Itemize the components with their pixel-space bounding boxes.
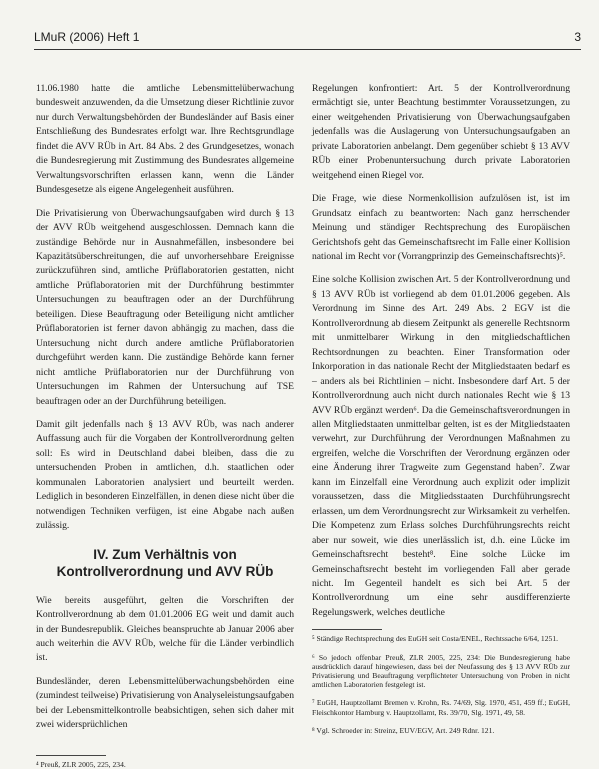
paragraph: 11.06.1980 hatte die amtliche Lebensmittelüberwachung bundesweit anzuwenden, da die Umsetzung dieser Richtlinie zuvor nur durch Verwaltungsbehörden der Bundesländer auf Basis einer Entschließung des Bundesrates erfolgt war. Ihre Rechtsgrundlage findet die AVV RÜb in Art. 84 Abs. 2 des Grundgesetzes, wonach die Bundesregierung mit Zustimmung des Bundesrates allgemeine Verwaltungsvorschriften erlassen kann, wenn die Länder Bundesgesetze als eigene Angelegenheit ausführen. bbox=[36, 83, 294, 196]
paragraph: Bundesländer, deren Lebensmittelüberwachungsbehörden eine (zumindest teilweise) Privatisierung von Analyseleistungsaufgaben bei der Lebensmittelkontrolle beabsichtigen, sehen sich daher mit zwei widersprüchlichen bbox=[36, 675, 294, 731]
footnote: ⁸ Vgl. Schroeder in: Streinz, EUV/EGV, Art. 249 Rdnr. 121. bbox=[312, 725, 495, 735]
right-column bbox=[312, 82, 570, 744]
footnote: ⁵ Ständige Rechtsprechung des EuGH seit Costa/ENEL, Rechtssache 6/64, 1251. bbox=[312, 634, 559, 644]
footnote: ⁴ Preuß, ZLR 2005, 225, 234. bbox=[36, 760, 126, 769]
paragraph: Wie bereits ausgeführt, gelten die Vorschriften der Kontrollverordnung ab dem 01.01.2006 EG weit und damit auch in der Bundesrepublik. Gleiches beanspruchte ab Januar 2006 aber auch weiterhin die AVV RÜb, welche für die Länder verbindlich ist. bbox=[36, 594, 294, 664]
paragraph: Eine solche Kollision zwischen Art. 5 der Kontrollverordnung und § 13 AVV RÜb ist vorliegend ab dem 01.01.2006 gegeben. Als Verordnung im Sinne des Art. 249 Abs. 2 EGV ist die Kontrollverordnung ab diesem Zeitpunkt als generelle Rechtsnorm mit unmittelbarer Wirkung in den mitgliedschaftlichen Rechtsordnungen zu beachten. Einer Transformation oder Inkorporation in das nationale Recht der Mitgliedstaaten bedarf es – anders als bei Richtlinien – nicht. Insbesondere darf Art. 5 der Kontrollverordnung auch nicht durch nationales Recht wie § 13 AVV RÜb ergänzt werden⁶. Da die Gemeinschaftsverordnungen in allen Mitgliedstaaten unmittelbar gelten, ist es der Mitgliedstaaten verwehrt, zur Durchführung der Verordnungen Maßnahmen zu ergreifen, welche die Vorschriften der Verordnung ergänzen oder eine Änderung ihrer Tragweite zum Gegenstand haben⁷. Zwar kann im Einzelfall eine Verordnung auch explizit oder implizit voraussetzen, dass die Mitgliedsstaaten Durchführungsrecht erlassen, um dem Verordnungsrecht zur Wirksamkeit zu verhelfen. Die Kompetenz zum Erlass solches Durchführungsrechts reicht aber nur soweit, wie dies unerlässlich ist, d.h. eine Lücke im Gemeinschaftsrecht besteht⁸. Eine solche Lücke im Gemeinschaftsrecht besteht im vorliegenden Fall aber gerade nicht. Im Gegenteil handelt es sich bei Art. 5 der Kontrollverordnung um eine sehr ausdifferenzierte Regelungswerk, welches deutliche bbox=[312, 274, 570, 618]
page-number: 3 bbox=[574, 30, 581, 44]
page-header bbox=[34, 30, 581, 44]
section-heading: IV. Zum Verhältnis von Kontrollverordnung und AVV RÜb bbox=[56, 546, 274, 579]
footnote-rule bbox=[36, 755, 106, 756]
header-rule bbox=[34, 49, 581, 50]
footnote-rule bbox=[312, 629, 382, 630]
paragraph: Regelungen konfrontiert: Art. 5 der Kontrollverordnung ermächtigt sie, unter Beachtung bestimmter Voraussetzungen, zu einer weitgehenden Privatisierung von Überwachungsaufgaben jedenfalls was die Auslagerung von Untersuchungsaufgaben an private Laboratorien anbelangt. Dem gegenüber schiebt § 13 AVV RÜb einer Probenuntersuchung durch private Laboratorien weitgehend einen Riegel vor. bbox=[312, 83, 570, 181]
paragraph: Damit gilt jedenfalls nach § 13 AVV RÜb, was nach anderer Auffassung auch für die Vorgaben der Kontrollverordnung gelten soll: Es wird in Deutschland dabei bleiben, dass die zu untersuchenden Proben in amtlichen, d.h. staatlichen oder kommunalen Laboratorien analysiert und beurteilt werden. Lediglich in besonderen Einzelfällen, in denen diese nicht über die notwendigen Techniken verfügen, ist eine Abgabe nach außen zulässig. bbox=[36, 418, 294, 532]
paragraph: Die Privatisierung von Überwachungsaufgaben wird durch § 13 der AVV RÜb weitgehend ausgeschlossen. Demnach kann die zuständige Behörde nur in Ausnahmefällen, insbesondere bei Kapazitätsüberschreitungen, die auf unvorhersehbare Ereignisse zurückzuführen sind, amtliche Prüflaboratorien gestatten, nicht amtliche Prüflaboratorien mit der Durchführung bestimmter Untersuchungen zu beauftragen oder an der Durchführung beteiligen. Diese Beauftragung oder Beteiligung nicht amtlicher Prüflaboratorien ist ferner davon abhängig zu machen, dass die Untersuchung nicht durch andere amtliche Prüflaboratorien durchgeführt werden kann. Die zuständige Behörde kann ferner nicht amtliche Prüflaboratorien nur der Durchführung von Untersuchungen im Rahmen der Untersuchung auf TSE beauftragen oder an der Durchführung beteiligen. bbox=[36, 207, 294, 407]
left-column bbox=[36, 82, 294, 769]
footnote: ⁷ EuGH, Hauptzollamt Bremen v. Krohn, Rs. 74/69, Slg. 1970, 451, 459 ff.; EuGH, Fleischkontor Hamburg v. Hauptzollamt, Rs. 39/70, Slg. 1971, 49, 58. bbox=[312, 698, 570, 717]
paragraph: Die Frage, wie diese Normenkollision aufzulösen ist, ist im Grundsatz einfach zu beantworten: Nach ganz herrschender Meinung und ständiger Rechtsprechung des Europäischen Gerichtshofs geht das Gemeinschaftsrecht im Falle einer Kollision national im Recht vor (Vorrangprinzip des Gemeinschaftsrechts)⁵. bbox=[312, 193, 570, 262]
journal-title: LMuR (2006) Heft 1 bbox=[34, 30, 140, 44]
footnote-block bbox=[36, 747, 294, 769]
footnote: ⁶ So jedoch offenbar Preuß, ZLR 2005, 225, 234: Die Bundesregierung habe ausdrücklich darauf hingewiesen, dass bei der Neufassung des § 13 AVV RÜb zur Privatisierung und Beauftragung verpflichteter Untersuchung von Proben in nicht amtlichen Laboratorien festgelegt ist. bbox=[312, 652, 570, 690]
